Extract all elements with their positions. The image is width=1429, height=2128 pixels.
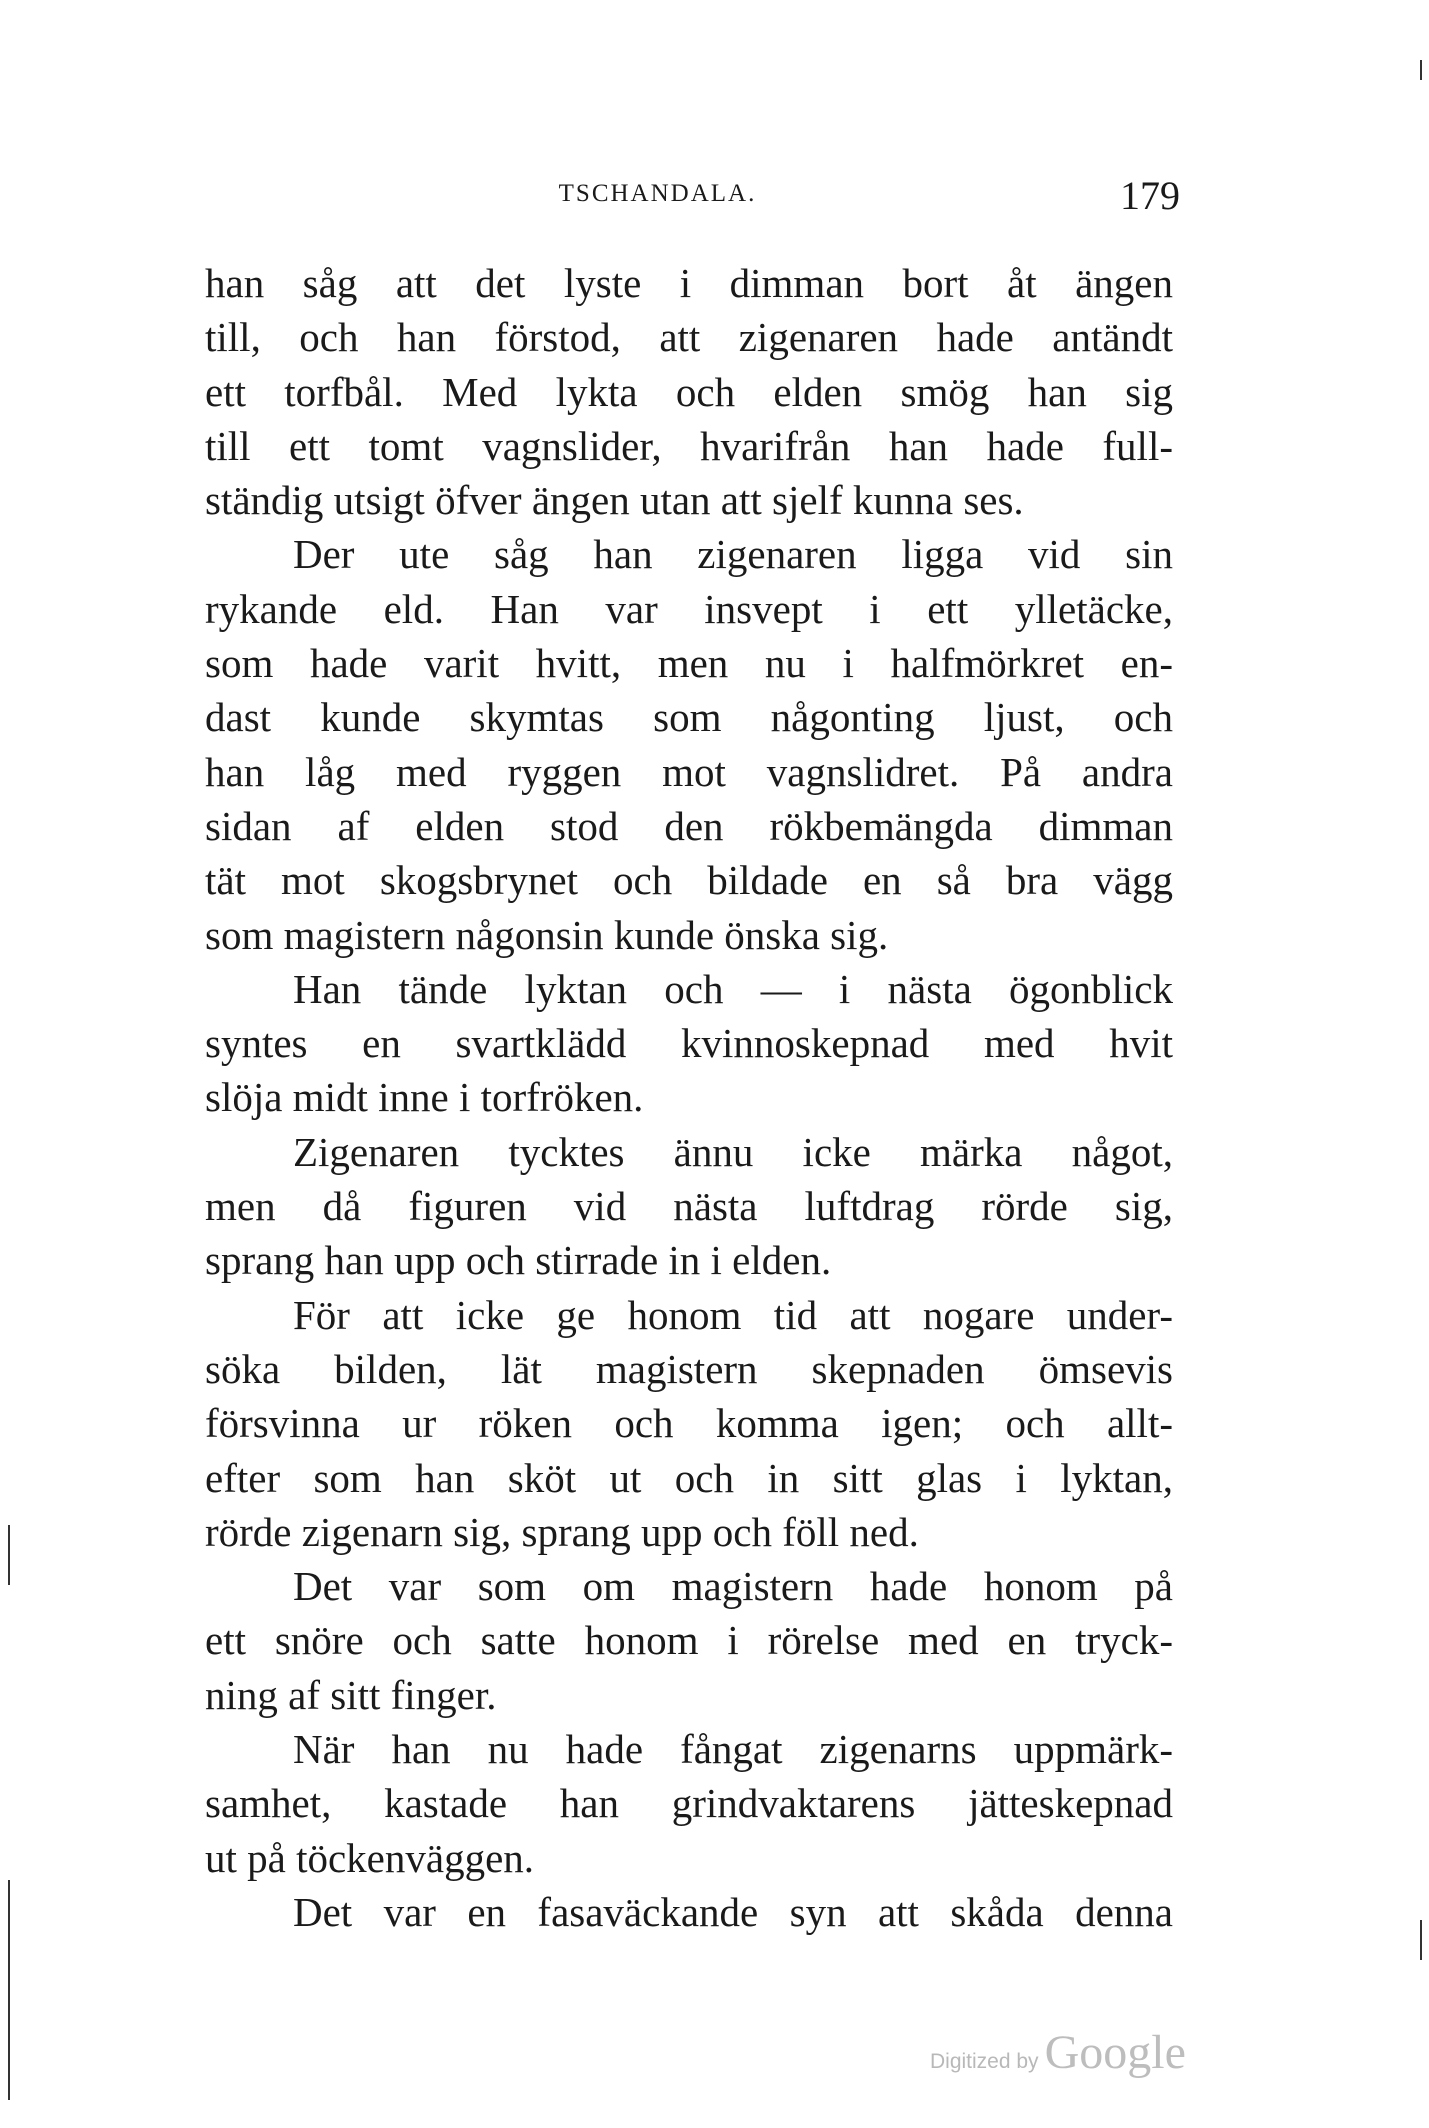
text-line: till ett tomt vagnslider, hvarifrån han hade full- [205,422,1173,469]
text-line: Han tände lyktan och — i nästa ögonblick [293,965,1173,1012]
page-number: 179 [1120,173,1180,218]
text-line: När han nu hade fångat zigenarns uppmärk- [293,1726,1173,1773]
google-logo: Google [1044,2026,1186,2079]
text-line: rykande eld. Han var insvept i ett ylletäcke, [205,585,1173,632]
text-line: sprang han upp och stirrade in i elden. [205,1237,832,1284]
text-line: som hade varit hvitt, men nu i halfmörkret en- [205,640,1173,687]
text-line: Der ute såg han zigenaren ligga vid sin [293,531,1173,578]
text-line: Det var som om magistern hade honom på [293,1563,1173,1610]
text-line: men då figuren vid nästa luftdrag rörde sig, [205,1183,1173,1230]
text-line: ständig utsigt öfver ängen utan att sjelf kunna ses. [205,477,1024,524]
text-line: söka bilden, lät magistern skepnaden ömsevis [205,1345,1173,1392]
text-line: efter som han sköt ut och in sitt glas i lyktan, [205,1454,1173,1501]
text-line: dast kunde skymtas som någonting ljust, och [205,694,1173,741]
text-line: samhet, kastade han grindvaktarens jätteskepnad [205,1780,1173,1827]
running-head [205,172,1180,222]
scan-edge-mark [8,1525,10,1585]
text-line: han såg att det lyste i dimman bort åt ängen [205,260,1173,306]
scan-edge-mark [8,1880,10,2100]
text-line: ett torfbål. Med lykta och elden smög han sig [205,368,1173,415]
text-line: som magistern någonsin kunde önska sig. [205,911,889,958]
text-line: slöja midt inne i torfröken. [205,1074,644,1121]
text-line: tät mot skogsbrynet och bildade en så bra vägg [205,857,1173,904]
scan-edge-mark [1420,60,1422,80]
text-line: ning af sitt finger. [205,1671,497,1718]
running-title: TSCHANDALA. [558,180,757,207]
text-line: han låg med ryggen mot vagnslidret. På andra [205,748,1173,795]
text-line: till, och han förstod, att zigenaren hade antändt [205,314,1173,361]
text-line: rörde zigenarn sig, sprang upp och föll ned. [205,1508,919,1555]
text-line: sidan af elden stod den rökbemängda dimman [205,802,1173,849]
body-text [205,256,1173,1939]
text-line: För att icke ge honom tid att nogare under- [293,1291,1173,1338]
text-line: ut på töckenväggen. [205,1834,535,1881]
text-line: Zigenaren tycktes ännu icke märka något, [293,1128,1173,1175]
text-line: syntes en svartklädd kvinnoskepnad med hvit [205,1020,1173,1067]
watermark-prefix: Digitized by [930,2050,1039,2073]
text-line: försvinna ur röken och komma igen; och allt- [205,1400,1173,1447]
digitized-watermark [930,2025,1186,2095]
text-line: ett snöre och satte honom i rörelse med en tryck- [205,1617,1173,1664]
scan-edge-mark [1420,1920,1422,1960]
text-line: Det var en fasaväckande syn att skåda denna [293,1888,1173,1935]
